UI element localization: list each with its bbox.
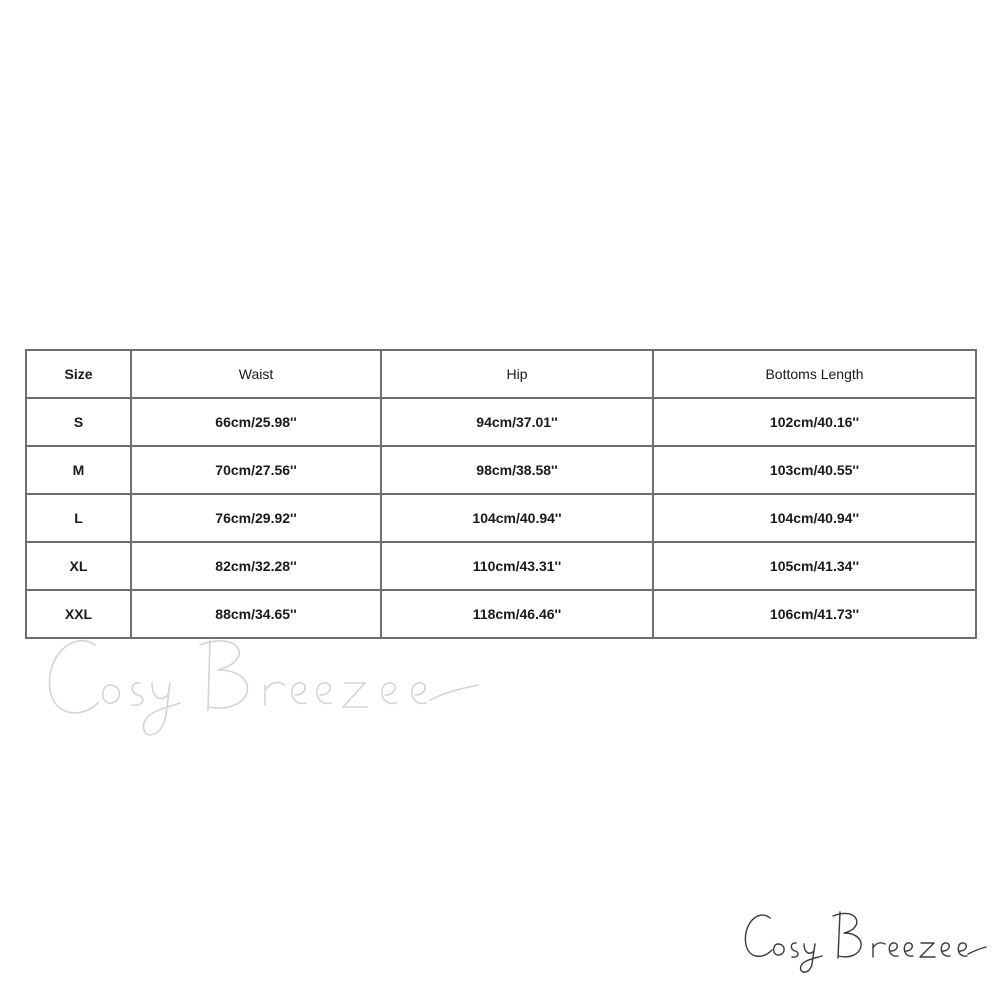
cell-hip: 104cm/40.94'' [381, 494, 653, 542]
cell-waist: 66cm/25.98'' [131, 398, 381, 446]
cell-hip: 98cm/38.58'' [381, 446, 653, 494]
cell-waist: 82cm/32.28'' [131, 542, 381, 590]
brand-logo [740, 900, 990, 980]
header-size: Size [26, 350, 131, 398]
cell-waist: 76cm/29.92'' [131, 494, 381, 542]
table-row [26, 542, 976, 590]
cell-bottoms-length: 104cm/40.94'' [653, 494, 976, 542]
table-header-row [26, 350, 976, 398]
cell-bottoms-length: 106cm/41.73'' [653, 590, 976, 638]
cell-hip: 94cm/37.01'' [381, 398, 653, 446]
cell-waist: 70cm/27.56'' [131, 446, 381, 494]
cell-size: XL [26, 542, 131, 590]
header-waist: Waist [131, 350, 381, 398]
cell-size: S [26, 398, 131, 446]
table-row [26, 446, 976, 494]
header-bottoms-length: Bottoms Length [653, 350, 976, 398]
cell-size: L [26, 494, 131, 542]
cell-size: XXL [26, 590, 131, 638]
cell-hip: 110cm/43.31'' [381, 542, 653, 590]
table-row [26, 494, 976, 542]
size-chart-table [25, 349, 977, 639]
table-row [26, 398, 976, 446]
cell-size: M [26, 446, 131, 494]
brand-logo-script [740, 900, 990, 980]
cell-bottoms-length: 103cm/40.55'' [653, 446, 976, 494]
header-hip: Hip [381, 350, 653, 398]
cell-hip: 118cm/46.46'' [381, 590, 653, 638]
table-row [26, 590, 976, 638]
cell-bottoms-length: 102cm/40.16'' [653, 398, 976, 446]
cell-bottoms-length: 105cm/41.34'' [653, 542, 976, 590]
cell-waist: 88cm/34.65'' [131, 590, 381, 638]
